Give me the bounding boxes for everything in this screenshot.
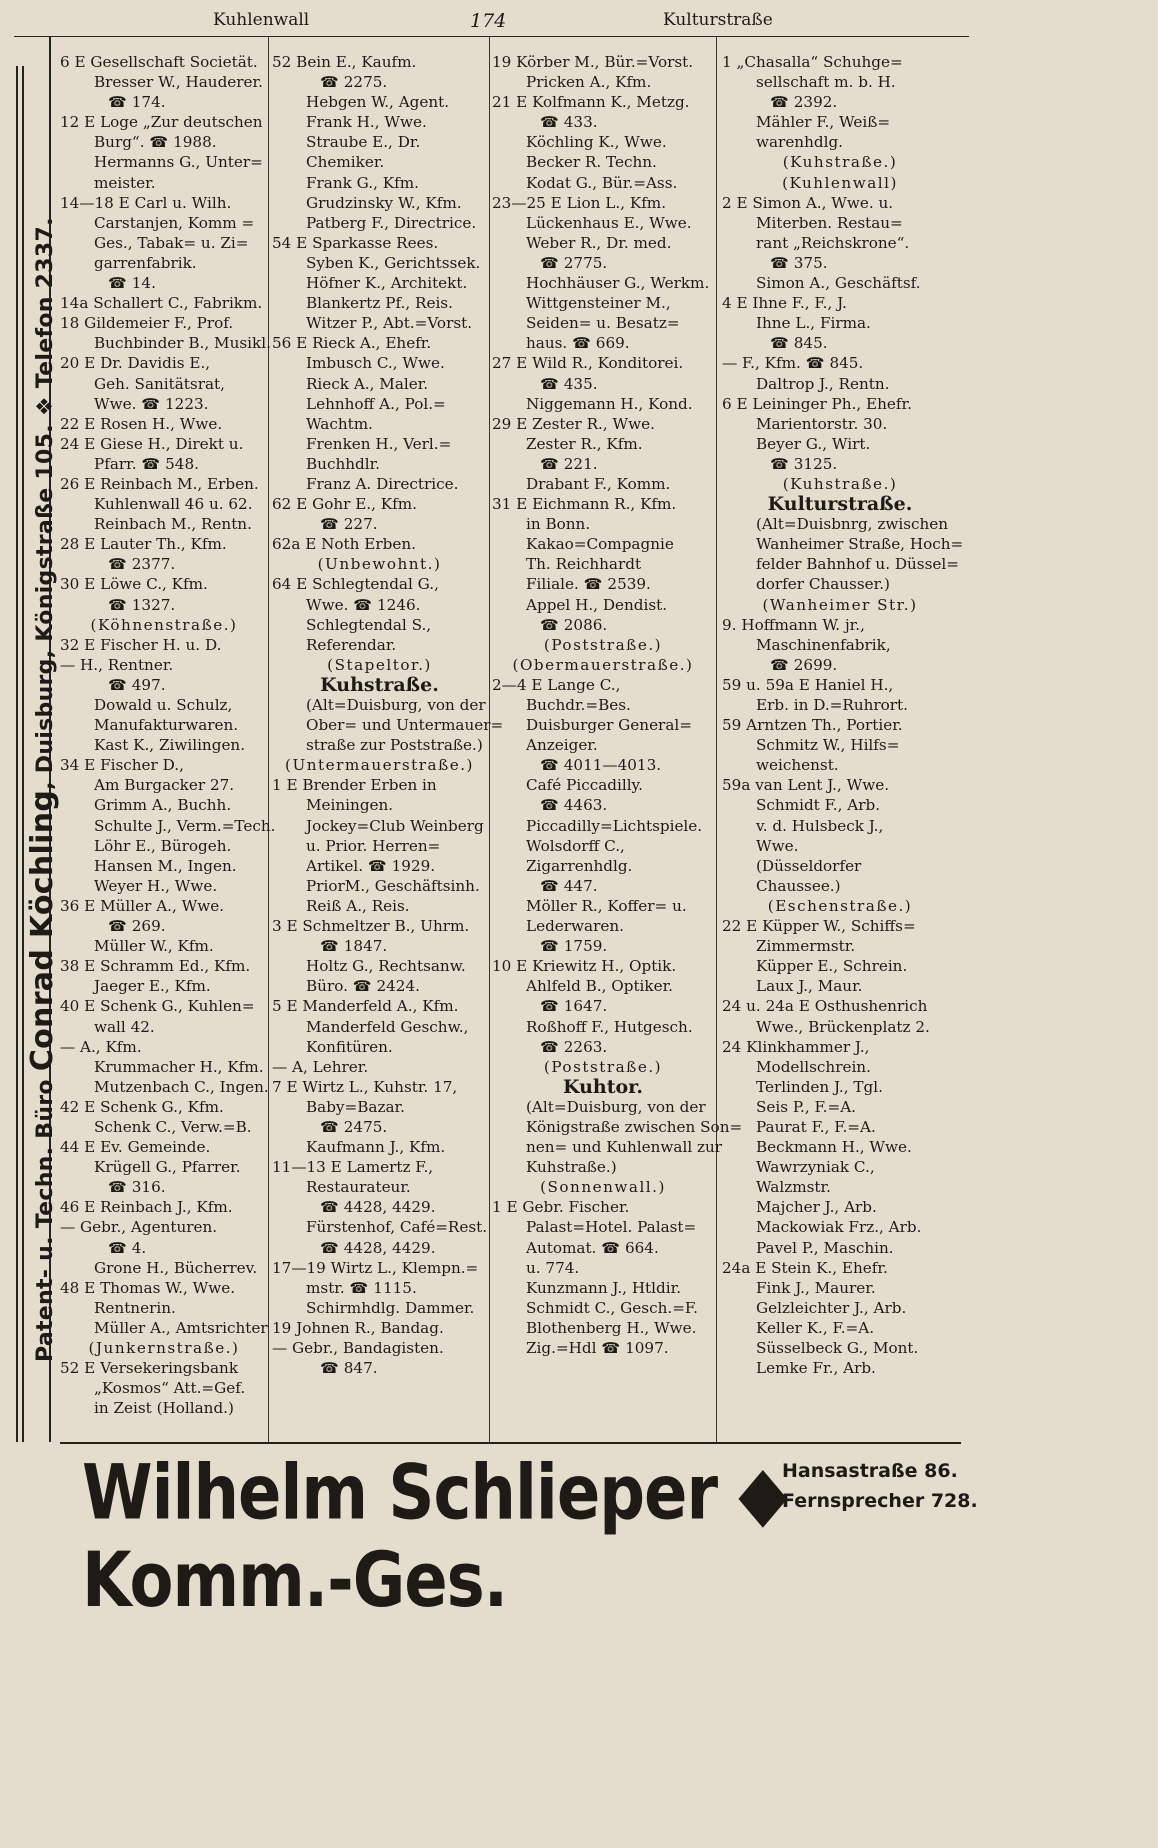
- directory-line: ☎ 316.: [108, 1178, 166, 1197]
- directory-line: Laux J., Maur.: [756, 977, 863, 996]
- directory-line: ☎ 4463.: [540, 796, 608, 815]
- directory-line: Hansen M., Ingen.: [94, 856, 237, 875]
- directory-line: Paurat F., F.=A.: [756, 1117, 876, 1136]
- directory-line: Zig.=Hdl ☎ 1097.: [526, 1339, 669, 1357]
- directory-line: Wolsdorff C.,: [526, 836, 625, 855]
- side-ad-suffix: , Duisburg, Königstraße 105. ❖ Telefon 2337.: [33, 217, 58, 790]
- directory-line: Müller W., Kfm.: [94, 937, 214, 956]
- directory-line: (Düsseldorfer: [756, 856, 862, 875]
- directory-line: Reinbach M., Rentn.: [94, 515, 252, 534]
- directory-line: 56 E Rieck A., Ehefr.: [272, 334, 432, 353]
- directory-line: Kaufmann J., Kfm.: [306, 1138, 446, 1157]
- directory-line: Patberg F., Directrice.: [306, 213, 477, 232]
- directory-line: Schmidt C., Gesch.=F.: [526, 1298, 698, 1317]
- directory-line: Rieck A., Maler.: [306, 374, 429, 393]
- directory-line: Am Burgacker 27.: [94, 776, 235, 795]
- directory-line: 22 E Rosen H., Wwe.: [60, 414, 223, 433]
- directory-line: ☎ 845.: [770, 334, 828, 353]
- directory-line: warenhdlg.: [756, 133, 843, 152]
- directory-line: 19 Körber M., Bür.=Vorst.: [492, 53, 694, 71]
- directory-line: Lückenhaus E., Wwe.: [526, 213, 692, 232]
- directory-line: Dowald u. Schulz,: [94, 696, 233, 714]
- directory-line: ☎ 221.: [540, 454, 598, 473]
- directory-line: ☎ 174.: [108, 93, 166, 112]
- directory-line: 36 E Müller A., Wwe.: [60, 896, 225, 915]
- directory-line: Schmidt F., Arb.: [756, 796, 881, 815]
- directory-line: ☎ 433.: [540, 113, 598, 132]
- directory-line: ☎ 1327.: [108, 595, 176, 614]
- directory-line: Zimmermstr.: [756, 937, 856, 956]
- side-advertisement: [0, 36, 60, 1442]
- directory-line: Grudzinsky W., Kfm.: [306, 193, 462, 212]
- directory-line: 32 E Fischer H. u. D.: [60, 635, 222, 654]
- directory-line: 59a van Lent J., Wwe.: [722, 776, 890, 795]
- directory-line: Höfner K., Architekt.: [306, 274, 468, 293]
- directory-line: 4 E Ihne F., F., J.: [722, 294, 847, 313]
- directory-line: Carstanjen, Komm =: [94, 213, 255, 232]
- directory-line: 64 E Schlegtendal G.,: [272, 575, 439, 594]
- side-rule-inner: [22, 66, 24, 1442]
- directory-line: u. 774.: [526, 1258, 580, 1277]
- directory-line: 62 E Gohr E., Kfm.: [272, 495, 417, 514]
- directory-line: Ober= und Untermauer=: [306, 716, 504, 735]
- directory-line: dorfer Chausser.): [756, 575, 890, 594]
- directory-line: 3 E Schmeltzer B., Uhrm.: [272, 917, 470, 936]
- column-divider: [489, 36, 490, 1442]
- side-ad-prefix: Patent- u. Techn. Büro: [33, 1079, 58, 1362]
- cross-street-marker: (Köhnenstraße.): [90, 615, 238, 634]
- cross-street-marker: (Poststraße.): [543, 635, 663, 654]
- directory-line: Drabant F., Komm.: [526, 474, 671, 493]
- cross-street-marker: (Poststraße.): [543, 1057, 663, 1076]
- directory-line: in Bonn.: [526, 515, 591, 534]
- directory-line: ☎ 227.: [320, 515, 378, 534]
- directory-line: 1 E Gebr. Fischer.: [492, 1198, 630, 1217]
- directory-line: garrenfabrik.: [94, 253, 197, 272]
- directory-line: Wwe.: [756, 836, 799, 855]
- directory-line: Jaeger E., Kfm.: [94, 977, 211, 996]
- directory-line: 1 „Chasalla“ Schuhge=: [722, 53, 903, 71]
- directory-line: ☎ 2699.: [770, 655, 838, 674]
- directory-line: Frank G., Kfm.: [306, 173, 419, 192]
- directory-line: 9. Hoffmann W. jr.,: [722, 615, 865, 634]
- directory-line: Jockey=Club Weinberg: [306, 816, 484, 835]
- directory-line: Piccadilly=Lichtspiele.: [526, 816, 703, 835]
- directory-line: Süsselbeck G., Mont.: [756, 1339, 919, 1357]
- directory-line: Zester R., Kfm.: [526, 434, 643, 453]
- street-heading: Kuhstraße.: [320, 673, 439, 696]
- cross-street-marker: (Untermauerstraße.): [285, 756, 474, 775]
- directory-line: ☎ 447.: [540, 876, 598, 895]
- directory-line: Straube E., Dr.: [306, 133, 421, 152]
- directory-line: ☎ 4428, 4429.: [320, 1198, 436, 1217]
- footer-address: Hansastraße 86.: [782, 1460, 958, 1482]
- directory-column-4: [722, 52, 964, 1378]
- directory-line: Modellschrein.: [756, 1057, 871, 1076]
- directory-line: Wwe. ☎ 1246.: [306, 595, 421, 614]
- directory-line: Möller R., Koffer= u.: [526, 896, 687, 915]
- directory-line: Palast=Hotel. Palast=: [526, 1218, 697, 1237]
- directory-line: 24 E Giese H., Direkt u.: [60, 434, 244, 453]
- directory-line: Artikel. ☎ 1929.: [306, 856, 436, 875]
- directory-line: Daltrop J., Rentn.: [756, 374, 890, 393]
- directory-line: 20 E Dr. Davidis E.,: [60, 354, 211, 373]
- directory-line: 14a Schallert C., Fabrikm.: [60, 294, 263, 313]
- directory-line: Hochhäuser G., Werkm.: [526, 274, 710, 293]
- directory-line: Mackowiak Frz., Arb.: [756, 1218, 922, 1237]
- directory-line: Blothenberg H., Wwe.: [526, 1318, 697, 1337]
- directory-line: Imbusch C., Wwe.: [306, 354, 445, 373]
- directory-line: 30 E Löwe C., Kfm.: [60, 575, 208, 594]
- directory-line: Rentnerin.: [94, 1298, 176, 1317]
- header-right-street: Kulturstraße: [663, 10, 773, 30]
- directory-line: 29 E Zester R., Wwe.: [492, 414, 655, 433]
- directory-line: Referendar.: [306, 635, 397, 654]
- directory-line: rant „Reichskrone“.: [756, 233, 910, 252]
- directory-line: Lederwaren.: [526, 917, 624, 936]
- directory-line: Anzeiger.: [526, 736, 598, 755]
- street-heading: Kulturstraße.: [767, 493, 913, 516]
- directory-line: ☎ 2392.: [770, 93, 838, 112]
- directory-line: 42 E Schenk G., Kfm.: [60, 1097, 224, 1116]
- directory-line: (Alt=Duisburg, von der: [306, 696, 486, 714]
- directory-line: 10 E Kriewitz H., Optik.: [492, 957, 677, 976]
- directory-line: Filiale. ☎ 2539.: [526, 575, 651, 594]
- directory-line: Bresser W., Hauderer.: [94, 73, 263, 92]
- footer-advertisement: [82, 1450, 978, 1625]
- directory-line: 52 Bein E., Kaufm.: [272, 53, 417, 71]
- directory-line: Ges., Tabak= u. Zi=: [94, 233, 249, 252]
- directory-line: Pavel P., Maschin.: [756, 1238, 894, 1257]
- directory-line: 24 u. 24a E Osthushenrich: [722, 997, 928, 1016]
- directory-line: 21 E Kolfmann K., Metzg.: [492, 93, 690, 112]
- directory-line: 12 E Loge „Zur deutschen: [60, 113, 263, 132]
- directory-line: Marientorstr. 30.: [756, 414, 888, 433]
- directory-line: u. Prior. Herren=: [306, 836, 441, 855]
- directory-line: 11—13 E Lamertz F.,: [272, 1158, 434, 1177]
- directory-line: felder Bahnhof u. Düssel=: [756, 555, 959, 574]
- directory-line: Wawrzyniak C.,: [756, 1158, 875, 1177]
- directory-line: Geh. Sanitätsrat,: [94, 374, 225, 393]
- directory-line: Erb. in D.=Ruhrort.: [756, 696, 908, 714]
- cross-street-marker: (Junkernstraße.): [88, 1339, 240, 1357]
- directory-line: Manufakturwaren.: [94, 716, 239, 735]
- directory-line: — Gebr., Bandagisten.: [272, 1339, 444, 1357]
- directory-line: Köchling K., Wwe.: [526, 133, 667, 152]
- page-number: 174: [470, 10, 507, 32]
- directory-line: Kuhlenwall 46 u. 62.: [94, 495, 253, 514]
- directory-line: ☎ 435.: [540, 374, 598, 393]
- directory-line: Chemiker.: [306, 153, 385, 172]
- directory-line: straße zur Poststraße.): [306, 736, 483, 755]
- directory-line: Buchhdlr.: [306, 454, 381, 473]
- directory-line: ☎ 4428, 4429.: [320, 1238, 436, 1257]
- directory-line: Terlinden J., Tgl.: [756, 1077, 883, 1096]
- directory-line: — A., Kfm.: [60, 1037, 142, 1056]
- directory-line: v. d. Hulsbeck J.,: [756, 816, 884, 835]
- directory-line: ☎ 3125.: [770, 454, 838, 473]
- directory-line: Gelzleichter J., Arb.: [756, 1298, 907, 1317]
- directory-line: 48 E Thomas W., Wwe.: [60, 1278, 236, 1297]
- directory-line: Syben K., Gerichtssek.: [306, 253, 481, 272]
- directory-line: Löhr E., Bürogeh.: [94, 836, 232, 855]
- directory-line: 14—18 E Carl u. Wilh.: [60, 193, 232, 212]
- directory-line: Burg“. ☎ 1988.: [94, 133, 217, 152]
- directory-line: Walzmstr.: [756, 1178, 831, 1197]
- directory-line: „Kosmos“ Att.=Gef.: [94, 1379, 246, 1398]
- footer-phone: Fernsprecher 728.: [782, 1490, 978, 1512]
- directory-line: 5 E Manderfeld A., Kfm.: [272, 997, 459, 1016]
- directory-line: 31 E Eichmann R., Kfm.: [492, 495, 677, 514]
- directory-line: Becker R. Techn.: [526, 153, 657, 172]
- directory-line: (Alt=Duisburg, von der: [526, 1097, 706, 1116]
- directory-line: Th. Reichhardt: [526, 555, 642, 574]
- directory-line: 24 Klinkhammer J.,: [722, 1037, 870, 1056]
- directory-line: Duisburger General=: [526, 716, 692, 735]
- directory-line: 24a E Stein K., Ehefr.: [722, 1258, 888, 1277]
- directory-line: Ihne L., Firma.: [756, 314, 871, 333]
- directory-line: Franz A. Directrice.: [306, 474, 459, 493]
- directory-column-1: [60, 52, 276, 1418]
- directory-line: Weber R., Dr. med.: [526, 233, 672, 252]
- directory-line: 22 E Küpper W., Schiffs=: [722, 917, 916, 936]
- directory-line: Frank H., Wwe.: [306, 113, 427, 132]
- directory-line: mstr. ☎ 1115.: [306, 1278, 417, 1297]
- directory-line: Lehnhoff A., Pol.=: [306, 394, 446, 413]
- directory-line: Maschinenfabrik,: [756, 635, 891, 654]
- directory-line: 27 E Wild R., Konditorei.: [492, 354, 684, 373]
- column-divider: [716, 36, 717, 1442]
- directory-line: 1 E Brender Erben in: [272, 776, 437, 795]
- cross-street-marker: (Sonnenwall.): [540, 1178, 666, 1197]
- cross-street-marker: (Kuhstraße.): [782, 153, 898, 172]
- directory-line: ☎ 269.: [108, 917, 166, 936]
- directory-line: PriorM., Geschäftsinh.: [306, 876, 480, 895]
- cross-street-marker: (Eschenstraße.): [767, 896, 913, 915]
- directory-line: Pricken A., Kfm.: [526, 73, 652, 92]
- directory-line: Schmitz W., Hilfs=: [756, 736, 900, 755]
- directory-line: Grone H., Bücherrev.: [94, 1258, 258, 1277]
- side-rule-outer: [16, 66, 18, 1442]
- directory-line: Pfarr. ☎ 548.: [94, 454, 199, 473]
- directory-line: Kunzmann J., Htldir.: [526, 1278, 682, 1297]
- directory-line: Wittgensteiner M.,: [526, 294, 671, 313]
- column-divider: [268, 36, 269, 1442]
- directory-line: — A, Lehrer.: [272, 1057, 369, 1076]
- directory-line: Weyer H., Wwe.: [94, 876, 218, 895]
- directory-line: ☎ 2475.: [320, 1117, 388, 1136]
- directory-line: Fürstenhof, Café=Rest.: [306, 1218, 488, 1237]
- directory-line: Buchbinder B., Musikl.: [94, 334, 271, 353]
- directory-line: ☎ 1759.: [540, 937, 608, 956]
- directory-line: Kakao=Compagnie: [526, 535, 674, 554]
- directory-line: Grimm A., Buchh.: [94, 796, 232, 815]
- directory-line: Chaussee.): [756, 876, 841, 895]
- directory-line: 2 E Simon A., Wwe. u.: [722, 193, 894, 212]
- directory-line: Beyer G., Wirt.: [756, 434, 871, 453]
- directory-line: Automat. ☎ 664.: [526, 1238, 659, 1257]
- cross-street-marker: (Stapeltor.): [327, 655, 432, 674]
- directory-line: Schenk C., Verw.=B.: [94, 1117, 252, 1136]
- directory-line: Krummacher H., Kfm.: [94, 1057, 264, 1076]
- directory-line: Schlegtendal S.,: [306, 615, 432, 634]
- directory-line: ☎ 2775.: [540, 253, 608, 272]
- directory-line: Schulte J., Verm.=Tech.: [94, 816, 276, 835]
- directory-line: Kodat G., Bür.=Ass.: [526, 173, 678, 192]
- directory-line: Keller K., F.=A.: [756, 1318, 875, 1337]
- directory-line: nen= und Kuhlenwall zur: [526, 1138, 723, 1157]
- directory-line: 38 E Schramm Ed., Kfm.: [60, 957, 251, 976]
- directory-line: sellschaft m. b. H.: [756, 73, 896, 92]
- directory-line: Appel H., Dendist.: [526, 595, 668, 614]
- directory-line: ☎ 4011—4013.: [540, 756, 662, 775]
- directory-line: Buchdr.=Bes.: [526, 696, 631, 714]
- directory-line: Müller A., Amtsrichter: [94, 1318, 268, 1337]
- directory-line: Seis P., F.=A.: [756, 1097, 857, 1116]
- directory-line: ☎ 14.: [108, 274, 156, 293]
- directory-line: 17—19 Wirtz L., Klempn.=: [272, 1258, 479, 1277]
- directory-line: Lemke Fr., Arb.: [756, 1359, 876, 1378]
- directory-line: haus. ☎ 669.: [526, 334, 630, 353]
- side-ad-text: [25, 217, 60, 1362]
- directory-line: — H., Rentner.: [60, 655, 174, 674]
- header-rule: [14, 36, 969, 37]
- directory-line: ☎ 2086.: [540, 615, 608, 634]
- directory-line: 54 E Sparkasse Rees.: [272, 233, 439, 252]
- directory-line: Kast K., Ziwilingen.: [94, 736, 246, 755]
- directory-line: 59 Arntzen Th., Portier.: [722, 716, 903, 735]
- directory-line: Zigarrenhdlg.: [526, 856, 633, 875]
- directory-line: Restaurateur.: [306, 1178, 411, 1197]
- directory-line: in Zeist (Holland.): [94, 1399, 234, 1418]
- directory-line: Simon A., Geschäftsf.: [756, 274, 921, 293]
- directory-line: 28 E Lauter Th., Kfm.: [60, 535, 227, 554]
- cross-street-marker: (Unbewohnt.): [317, 555, 442, 574]
- directory-line: Hebgen W., Agent.: [306, 93, 450, 112]
- directory-column-3: [492, 52, 743, 1358]
- directory-line: Witzer P., Abt.=Vorst.: [306, 314, 473, 333]
- directory-line: 19 Johnen R., Bandag.: [272, 1318, 444, 1337]
- directory-line: 6 E Leininger Ph., Ehefr.: [722, 394, 912, 413]
- directory-line: Wwe. ☎ 1223.: [94, 394, 209, 413]
- cross-street-marker: (Kuhlenwall): [782, 173, 898, 192]
- directory-line: Wwe., Brückenplatz 2.: [756, 1017, 930, 1036]
- directory-line: Manderfeld Geschw.,: [306, 1017, 469, 1036]
- street-heading: Kuhtor.: [562, 1075, 644, 1098]
- directory-line: Wachtm.: [306, 414, 373, 433]
- directory-line: Wanheimer Straße, Hoch=: [756, 535, 964, 554]
- directory-line: Baby=Bazar.: [306, 1097, 405, 1116]
- directory-line: Reiß A., Reis.: [306, 896, 410, 915]
- directory-line: Kuhstraße.): [526, 1158, 617, 1177]
- directory-line: (Alt=Duisbnrg, zwischen: [756, 515, 949, 534]
- directory-line: 6 E Gesellschaft Societät.: [60, 53, 258, 71]
- directory-line: 23—25 E Lion L., Kfm.: [492, 193, 667, 212]
- directory-line: Blankertz Pf., Reis.: [306, 294, 453, 313]
- footer-rule: [60, 1442, 961, 1444]
- directory-line: weichenst.: [756, 756, 839, 775]
- directory-line: wall 42.: [94, 1017, 155, 1036]
- directory-line: Roßhoff F., Hutgesch.: [526, 1017, 693, 1036]
- directory-column-2: [272, 52, 504, 1378]
- directory-line: Fink J., Maurer.: [756, 1278, 876, 1297]
- directory-line: Seiden= u. Besatz=: [526, 314, 680, 333]
- directory-line: ☎ 4.: [108, 1238, 147, 1257]
- directory-line: Mutzenbach C., Ingen.: [94, 1077, 269, 1096]
- footer-company-name: Wilhelm Schlieper ◆ Komm.-Ges.: [82, 1450, 787, 1625]
- directory-line: Krügell G., Pfarrer.: [94, 1158, 241, 1177]
- directory-line: 40 E Schenk G., Kuhlen=: [60, 997, 255, 1016]
- directory-line: Miterben. Restau=: [756, 213, 903, 232]
- directory-line: ☎ 1847.: [320, 937, 388, 956]
- directory-line: 26 E Reinbach M., Erben.: [60, 474, 259, 493]
- directory-line: Meiningen.: [306, 796, 394, 815]
- directory-line: — Gebr., Agenturen.: [60, 1218, 218, 1237]
- directory-line: Küpper E., Schrein.: [756, 957, 908, 976]
- directory-line: 2—4 E Lange C.,: [492, 675, 621, 694]
- directory-line: 44 E Ev. Gemeinde.: [60, 1138, 211, 1157]
- directory-line: — F., Kfm. ☎ 845.: [722, 354, 864, 373]
- directory-line: 34 E Fischer D.,: [60, 756, 184, 775]
- directory-line: ☎ 2263.: [540, 1037, 608, 1056]
- directory-line: ☎ 375.: [770, 253, 828, 272]
- directory-line: Schirmhdlg. Dammer.: [306, 1298, 475, 1317]
- directory-line: Majcher J., Arb.: [756, 1198, 877, 1217]
- side-ad-name: Conrad Köchling: [25, 789, 60, 1072]
- directory-line: Hermanns G., Unter=: [94, 153, 263, 172]
- cross-street-marker: (Obermauerstraße.): [512, 655, 694, 674]
- directory-line: 46 E Reinbach J., Kfm.: [60, 1198, 233, 1217]
- directory-line: ☎ 2275.: [320, 73, 388, 92]
- cross-street-marker: (Wanheimer Str.): [762, 595, 918, 614]
- directory-line: Büro. ☎ 2424.: [306, 977, 420, 996]
- directory-line: 7 E Wirtz L., Kuhstr. 17,: [272, 1077, 458, 1096]
- directory-line: 18 Gildemeier F., Prof.: [60, 314, 234, 333]
- directory-line: meister.: [94, 173, 156, 192]
- directory-line: 62a E Noth Erben.: [272, 535, 416, 554]
- directory-line: Königstraße zwischen Son=: [526, 1117, 743, 1136]
- directory-line: Café Piccadilly.: [526, 776, 643, 795]
- directory-line: ☎ 2377.: [108, 555, 176, 574]
- directory-line: ☎ 497.: [108, 675, 166, 694]
- directory-line: 52 E Versekeringsbank: [60, 1359, 239, 1378]
- directory-line: Konfitüren.: [306, 1037, 393, 1056]
- cross-street-marker: (Kuhstraße.): [782, 474, 898, 493]
- directory-line: Holtz G., Rechtsanw.: [306, 957, 466, 976]
- directory-line: Ahlfeld B., Optiker.: [526, 977, 674, 996]
- directory-line: Beckmann H., Wwe.: [756, 1138, 912, 1157]
- directory-line: ☎ 847.: [320, 1359, 378, 1378]
- directory-line: Niggemann H., Kond.: [526, 394, 693, 413]
- directory-line: ☎ 1647.: [540, 997, 608, 1016]
- directory-line: Frenken H., Verl.=: [306, 434, 452, 453]
- directory-line: Mähler F., Weiß=: [756, 113, 891, 132]
- header-left-street: Kuhlenwall: [213, 10, 310, 30]
- directory-line: 59 u. 59a E Haniel H.,: [722, 675, 894, 694]
